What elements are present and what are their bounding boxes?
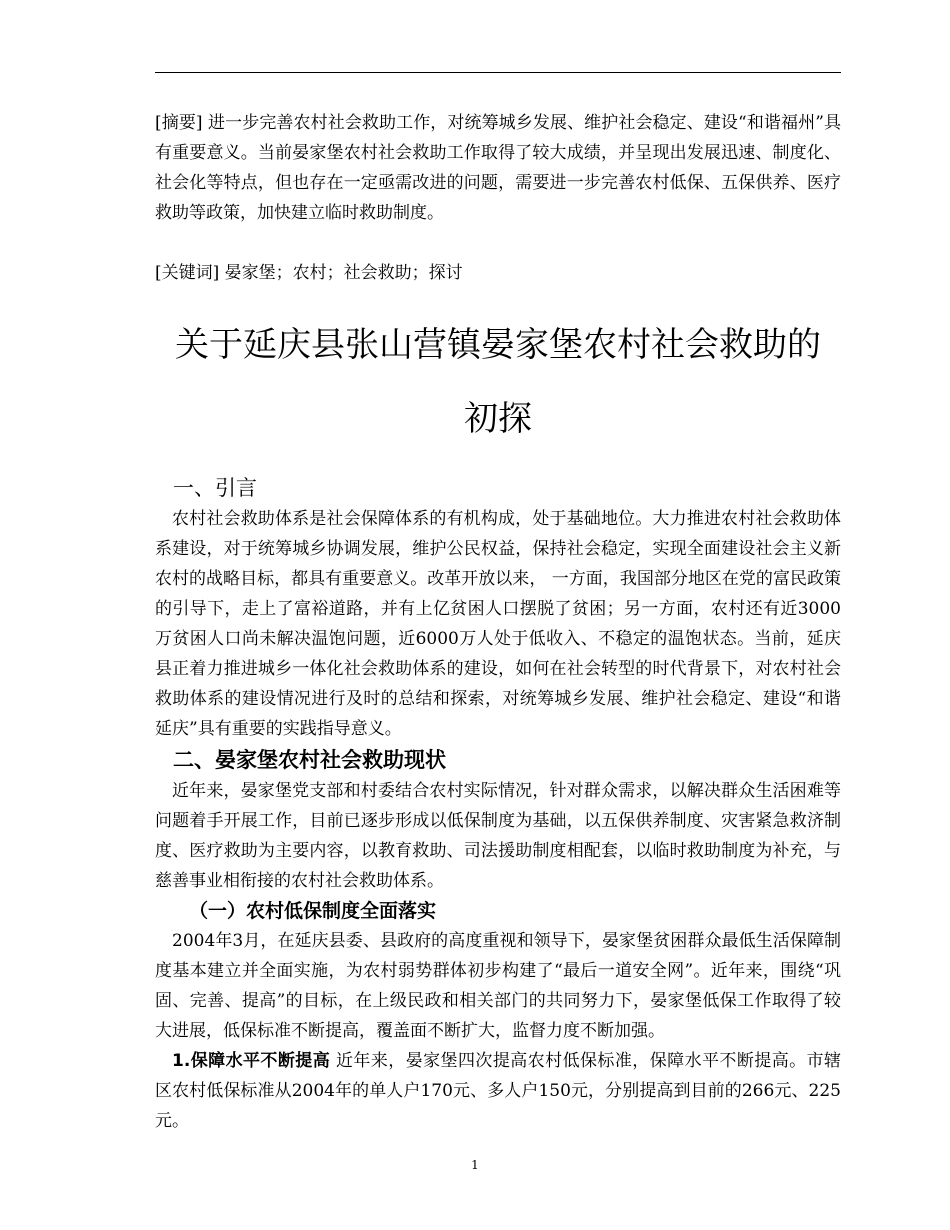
page-number: 1 — [471, 1158, 479, 1172]
subsection-heading-low-income: （一）农村低保制度全面落实 — [189, 900, 437, 922]
guarantee-level-text: 近年来，晏家堡四次提高农村低保标准，保障水平不断提高。市辖区农村低保标准从2004年的单人户170元、多人户150元，分别提高到目前的266元、225元。 — [155, 1051, 841, 1131]
low-income-paragraph: 2004年3月，在延庆县委、县政府的高度重视和领导下，晏家堡贫困群众最低生活保障制度基本建立并全面实施，为农村弱势群体初步构建了“最后一道安全网”。近年来，围绕“巩固、完善、提高”的目标，在上级民政和相关部门的共同努力下，晏家堡低保工作取得了较大进展，低保标准不断提高，覆盖面不断扩大，监督力度不断加强。 — [155, 931, 841, 1041]
status-paragraph: 近年来，晏家堡党支部和村委结合农村实际情况，针对群众需求，以解决群众生活困难等问题着手开展工作，目前已逐步形成以低保制度为基础，以五保供养制度、灾害紧急救济制度、医疗救助为主要内容，以教育救助、司法援助制度相配套，以临时救助制度为补充，与慈善事业相衔接的农村社会救助体系。 — [155, 781, 841, 891]
abstract-paragraph: [摘要] 进一步完善农村社会救助工作，对统筹城乡发展、维护社会稳定、建设“和谐福州”具有重要意义。当前晏家堡农村社会救助工作取得了较大成绩，并呈现出发展迅速、制度化、社会化等特点，但也存在一定亟需改进的问题，需要进一步完善农村低保、五保供养、医疗救助等政策，加快建立临时救助制度。 — [155, 113, 841, 223]
title-line-1: 关于延庆县张山营镇晏家堡农村社会救助的 — [175, 325, 821, 365]
header-rule — [155, 72, 841, 73]
title-line-2: 初探 — [464, 399, 532, 439]
section-heading-status: 二、晏家堡农村社会救助现状 — [173, 748, 446, 772]
guarantee-level-paragraph — [155, 1046, 841, 1136]
intro-paragraph: 农村社会救助体系是社会保障体系的有机构成，处于基础地位。大力推进农村社会救助体系建设，对于统筹城乡协调发展，维护公民权益，保持社会稳定，实现全面建设社会主义新农村的战略目标，都具有重要意义。改革开放以来， 一方面，我国部分地区在党的富民政策的引导下，走上了富裕道路，并有上亿贫困人口摆脱了贫困；另一方面，农村还有近3000万贫困人口尚未解决温饱问题，近6000万人处于低收入、不稳定的温饱状态。当前，延庆县正着力推进城乡一体化社会救助体系的建设，如何在社会转型的时代背景下，对农村社会救助体系的建设情况进行及时的总结和探索，对统筹城乡发展、维护社会稳定、建设“和谐延庆”具有重要的实践指导意义。 — [155, 509, 841, 739]
guarantee-level-lead: 1.保障水平不断提高 — [172, 1051, 331, 1071]
page-content — [155, 108, 841, 1136]
document-title — [155, 308, 841, 456]
keywords-line: [关键词] 晏家堡；农村；社会救助；探讨 — [155, 263, 463, 283]
section-heading-intro: 一、引言 — [173, 476, 257, 500]
